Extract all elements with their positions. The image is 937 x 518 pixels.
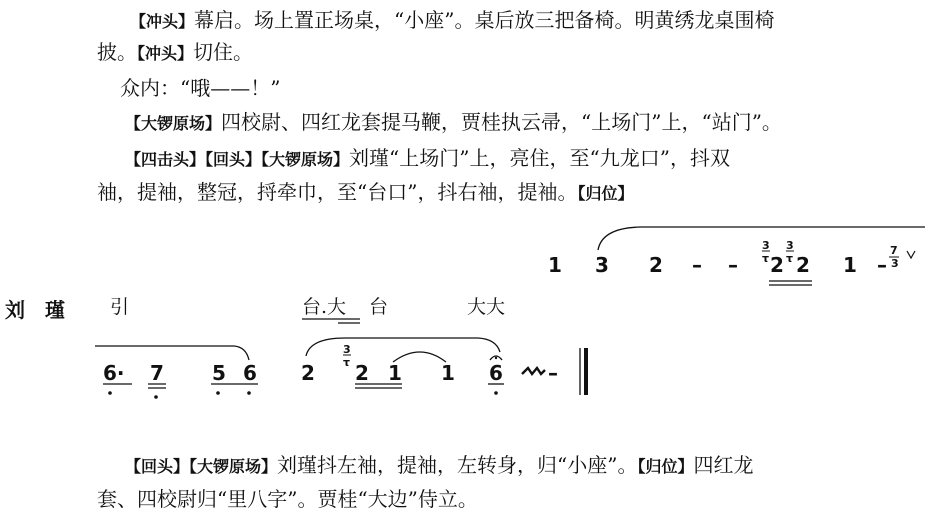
note: 1: [843, 253, 857, 277]
stage-direction-line: [97, 487, 478, 511]
note: 6·: [103, 361, 125, 385]
grace-denominator: τ: [786, 252, 794, 265]
note: 2: [301, 361, 315, 385]
note: 2: [355, 361, 369, 385]
fermata-dot: [495, 357, 497, 359]
tremolo-icon: [522, 368, 545, 374]
direction-text: 切住。: [193, 40, 254, 64]
percussion-cue: 【回头】: [205, 150, 262, 169]
note: 1: [548, 253, 562, 277]
phrase-slur: [306, 338, 500, 356]
percussion-cue: 【回头】: [125, 457, 190, 476]
direction-text: 套、四校尉归“里八字”。贾桂“大边”侍立。: [97, 487, 478, 511]
direction-text: 四红龙: [693, 453, 754, 477]
grace-denominator: τ: [762, 252, 770, 265]
gong-syllable: 大大: [467, 296, 506, 318]
breath-denominator: 3: [891, 257, 899, 270]
percussion-cue: 【大锣原场】: [125, 114, 222, 133]
dash: –: [728, 253, 738, 277]
note: 5: [212, 361, 226, 385]
low-octave-dot: [154, 395, 158, 399]
grace-numerator: 3: [343, 343, 351, 356]
low-octave-dot: [494, 391, 498, 395]
percussion-cue: 【四击头】: [125, 150, 206, 169]
grace-denominator: τ: [343, 356, 351, 369]
note: 2: [796, 253, 810, 277]
direction-text: 幕启。场上置正场桌，“小座”。桌后放三把备椅。明黄绣龙桌围椅: [194, 8, 775, 32]
direction-text: 四校尉、四红龙套提马鞭，贾桂执云帚，“上场门”上，“站门”。: [221, 110, 782, 134]
note: 6: [489, 361, 503, 385]
phrase-slur: [95, 346, 249, 360]
percussion-cue: 【大锣原场】: [189, 457, 278, 476]
dash: –: [692, 253, 702, 277]
note: 6: [243, 361, 257, 385]
direction-text: 袖，提袖，整冠，捋牵巾，至“台口”，抖右袖，提袖。: [97, 180, 578, 204]
dash: –: [877, 253, 887, 277]
percussion-cue: 【冲头】: [130, 12, 195, 31]
gong-syllable: 台: [369, 296, 389, 318]
lyric-yin: 引: [110, 296, 130, 318]
direction-text: 刘瑾抖左袖，提袖，左转身，归“小座”。: [277, 453, 638, 477]
note: 1: [441, 361, 455, 385]
grace-numerator: 3: [786, 239, 794, 252]
percussion-cue: 【大锣原场】: [261, 150, 350, 169]
percussion-cue: 【冲头】: [137, 44, 194, 63]
percussion-cue: 【归位】: [637, 457, 694, 476]
low-octave-dot: [247, 391, 251, 395]
note: 2: [770, 253, 784, 277]
dash: –: [548, 361, 558, 385]
note: 2: [649, 253, 663, 277]
low-octave-dot: [216, 391, 220, 395]
note: 1: [388, 361, 402, 385]
breath-numerator: 7: [890, 244, 898, 257]
note: 7: [150, 361, 164, 385]
gong-syllable: 台.大: [302, 296, 347, 318]
stage-direction-line: [125, 453, 754, 479]
grace-numerator: 3: [762, 239, 770, 252]
offstage-text: 众内：“哦——！”: [120, 76, 281, 100]
direction-text: 披。: [97, 40, 137, 64]
breath-mark-icon: [907, 251, 915, 258]
direction-text: 刘瑾“上场门”上，亮住，至“九龙口”，抖双: [349, 146, 730, 170]
note: 3: [595, 253, 609, 277]
low-octave-dot: [108, 391, 112, 395]
singer-name: 刘 瑾: [5, 298, 65, 322]
percussion-cue: 【归位】: [577, 184, 634, 203]
